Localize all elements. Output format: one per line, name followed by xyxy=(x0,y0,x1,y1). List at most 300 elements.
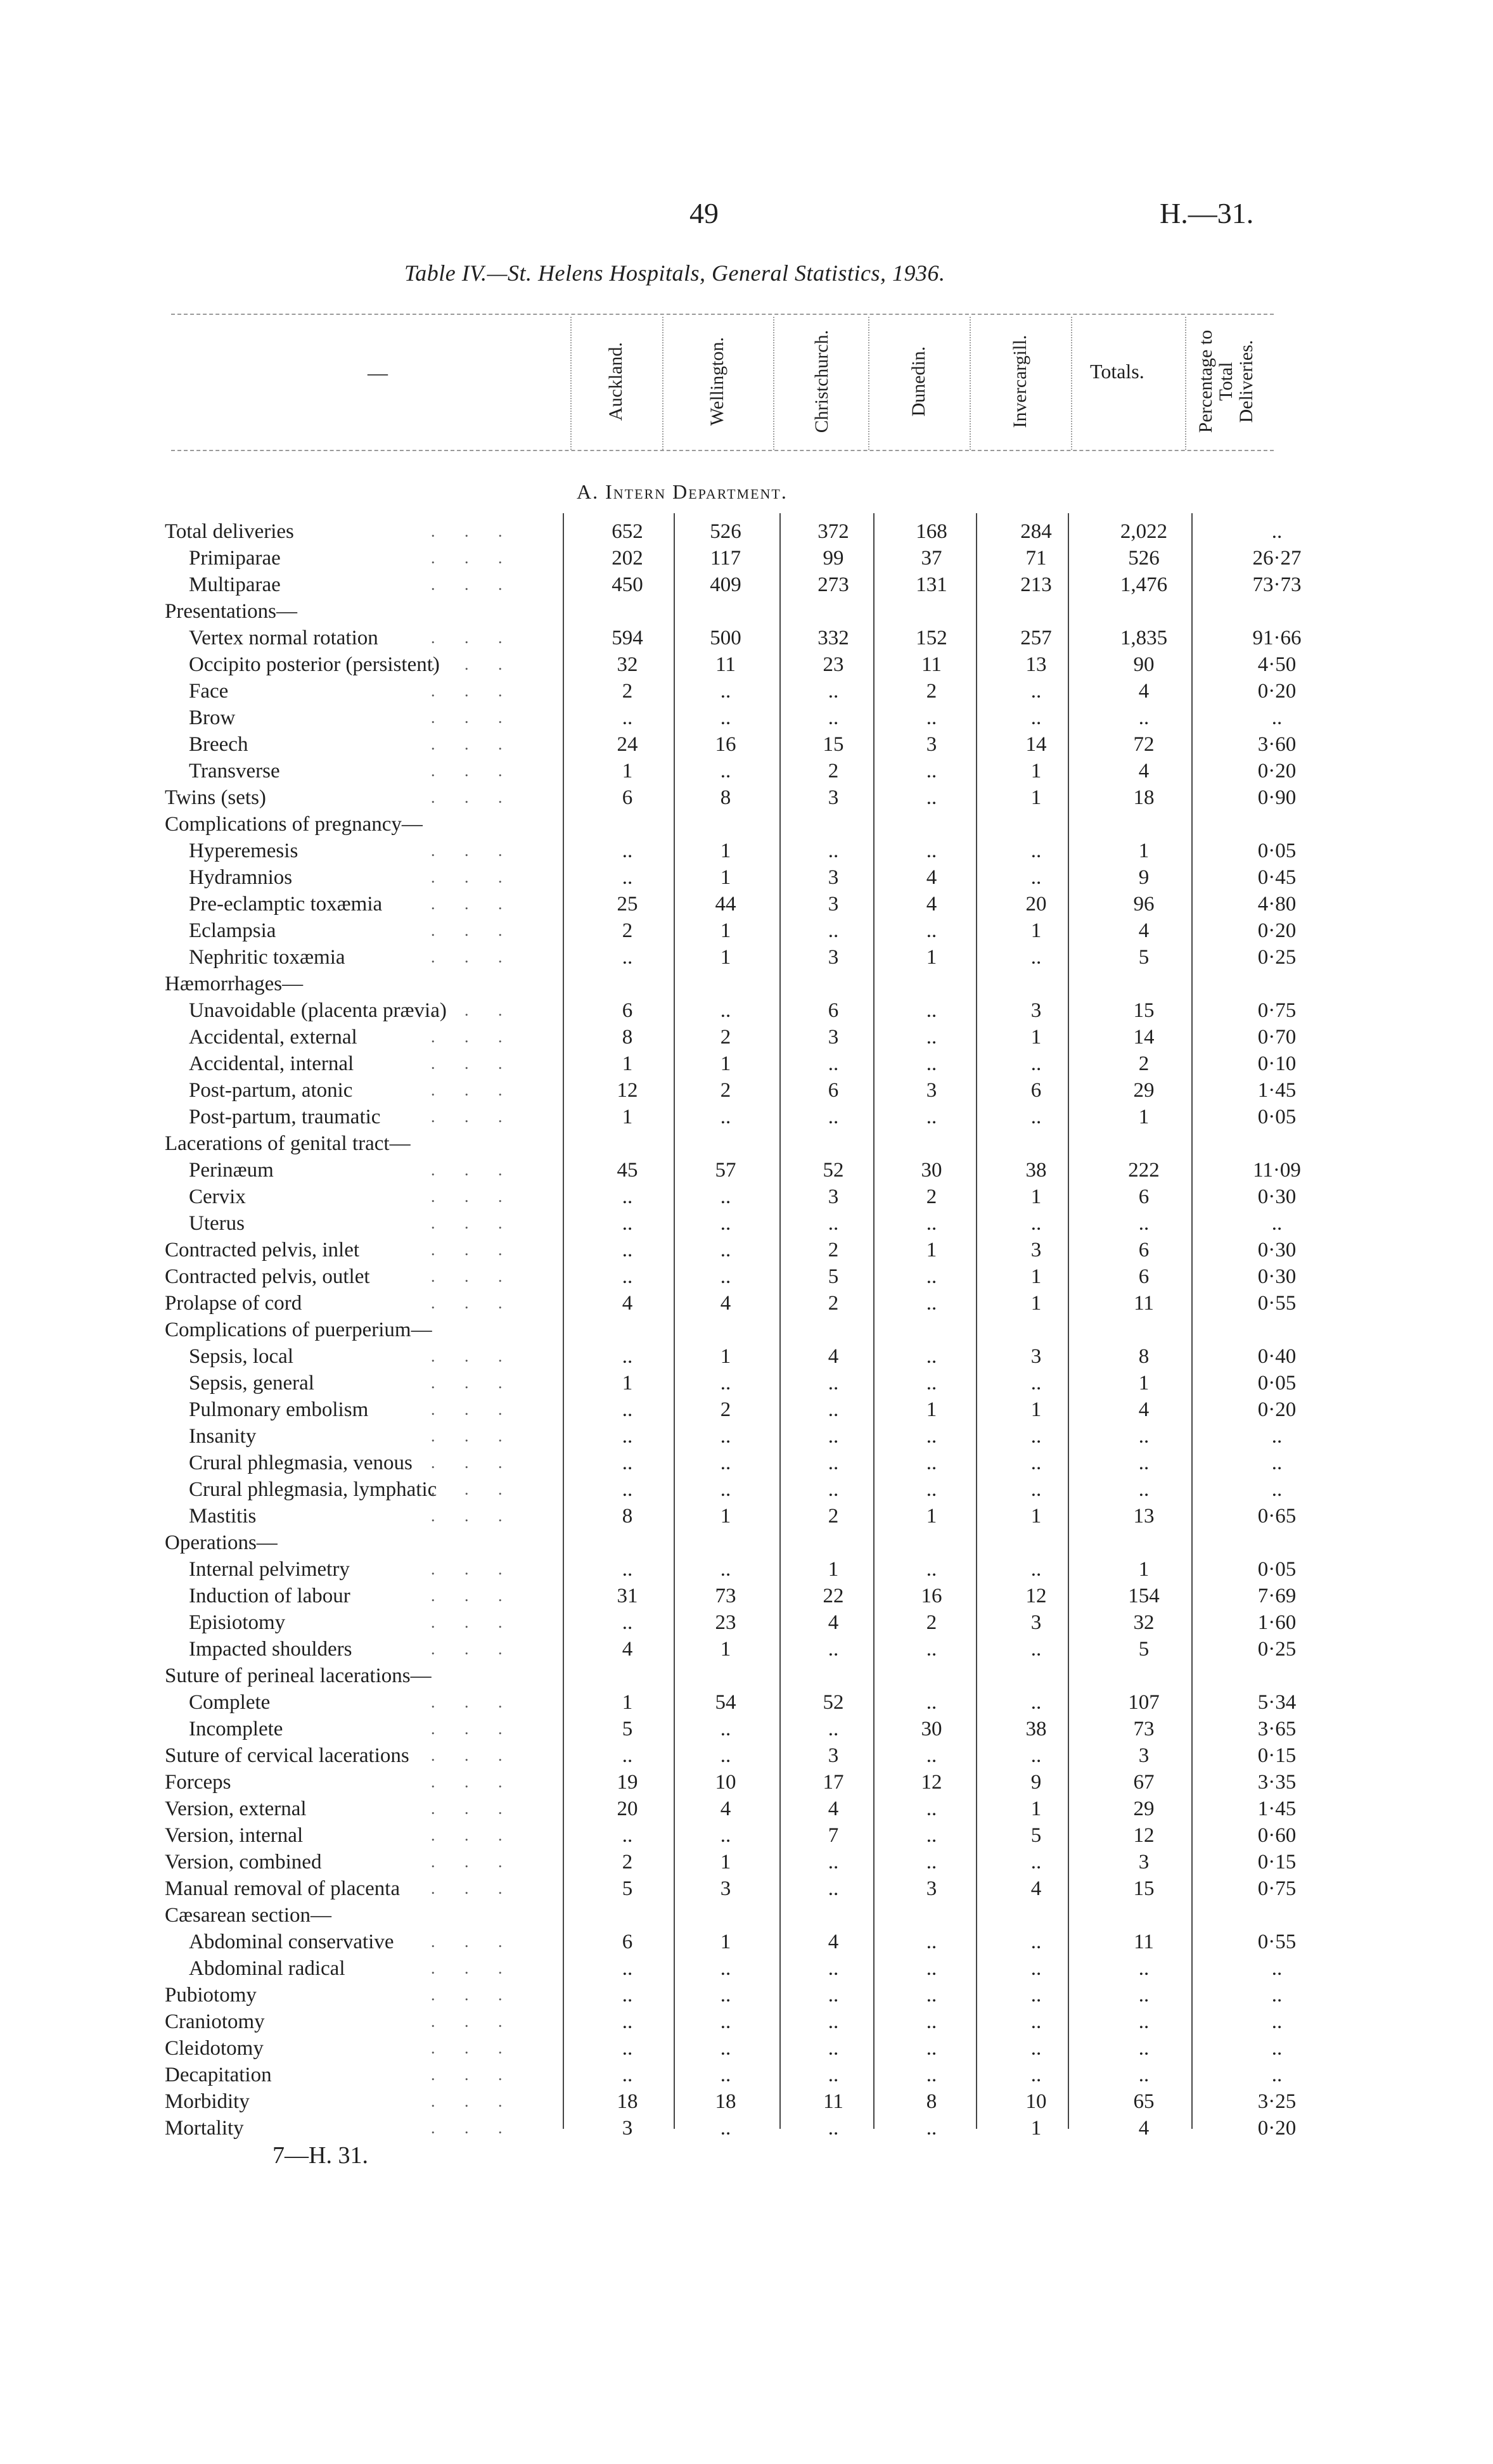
cell-invercargill: .. xyxy=(1030,680,1042,703)
cell-dunedin: .. xyxy=(926,1478,937,1501)
cell-auckland: .. xyxy=(622,1265,633,1288)
cell-percentage: 0·15 xyxy=(1257,1851,1297,1874)
cell-auckland: 4 xyxy=(622,1292,633,1315)
cell-wellington: 4 xyxy=(720,1797,731,1820)
cell-totals: 6 xyxy=(1138,1239,1150,1261)
cell-wellington: 1 xyxy=(720,1851,731,1874)
column-divider xyxy=(1185,317,1186,450)
row-label: Twins (sets) xyxy=(165,786,266,809)
row-label: Version, internal xyxy=(165,1824,304,1847)
cell-christchurch: 2 xyxy=(828,1292,839,1315)
table-row xyxy=(0,1769,1493,1796)
cell-auckland: 8 xyxy=(622,1026,633,1049)
cell-wellington: 2 xyxy=(720,1026,731,1049)
cell-christchurch: 6 xyxy=(828,999,839,1022)
column-divider xyxy=(570,317,572,450)
cell-invercargill: 1 xyxy=(1030,1292,1042,1315)
row-label: Pulmonary embolism xyxy=(189,1398,369,1421)
cell-christchurch: .. xyxy=(828,1398,839,1421)
cell-christchurch: 4 xyxy=(828,1931,839,1953)
cell-totals: .. xyxy=(1138,2010,1150,2033)
cell-christchurch: 332 xyxy=(817,627,849,649)
cell-totals: .. xyxy=(1138,706,1150,729)
cell-wellington: 54 xyxy=(715,1691,736,1714)
cell-christchurch: 4 xyxy=(828,1797,839,1820)
cell-invercargill: 14 xyxy=(1025,733,1047,756)
cell-auckland: .. xyxy=(622,1185,633,1208)
cell-auckland: 1 xyxy=(622,760,633,782)
cell-dunedin: .. xyxy=(926,2064,937,2086)
row-label: Decapitation xyxy=(165,2064,272,2086)
cell-auckland: 4 xyxy=(622,1638,633,1661)
cell-auckland: 2 xyxy=(622,680,633,703)
cell-percentage: 0·25 xyxy=(1257,1638,1297,1661)
row-label: Morbidity xyxy=(165,2090,250,2113)
cell-christchurch: .. xyxy=(828,2064,839,2086)
leader-dots: . . . xyxy=(431,2119,515,2137)
cell-wellington: 526 xyxy=(710,520,741,543)
table-row xyxy=(0,1077,1493,1104)
cell-percentage: 0·25 xyxy=(1257,946,1297,969)
cell-christchurch: 372 xyxy=(817,520,849,543)
cell-auckland: 594 xyxy=(612,627,643,649)
row-label: Post-partum, traumatic xyxy=(189,1106,381,1128)
cell-percentage: .. xyxy=(1271,1452,1283,1474)
cell-totals: 8 xyxy=(1138,1345,1150,1368)
cell-dunedin: 1 xyxy=(926,946,937,969)
cell-wellington: 1 xyxy=(720,839,731,862)
leader-dots: . . . xyxy=(431,948,515,966)
cell-wellington: 1 xyxy=(720,1638,731,1661)
table-row xyxy=(0,2035,1493,2062)
cell-percentage: .. xyxy=(1271,2010,1283,2033)
cell-percentage: 0·60 xyxy=(1257,1824,1297,1847)
cell-totals: 14 xyxy=(1133,1026,1155,1049)
table-row xyxy=(0,1476,1493,1503)
cell-christchurch: .. xyxy=(828,1212,839,1235)
cell-totals: 65 xyxy=(1133,2090,1155,2113)
cell-auckland: 45 xyxy=(617,1159,638,1182)
row-label: Total deliveries xyxy=(165,520,294,543)
cell-totals: 15 xyxy=(1133,1877,1155,1900)
row-label: Breech xyxy=(189,733,248,756)
cell-christchurch: .. xyxy=(828,1984,839,2007)
cell-invercargill: 20 xyxy=(1025,893,1047,916)
leader-dots: . . . xyxy=(431,841,515,860)
leader-dots: . . . xyxy=(431,1720,515,1738)
cell-wellington: .. xyxy=(720,1425,731,1448)
cell-auckland: .. xyxy=(622,1425,633,1448)
cell-percentage: 26·27 xyxy=(1252,547,1302,570)
cell-dunedin: .. xyxy=(926,1052,937,1075)
row-label: Suture of cervical lacerations xyxy=(165,1744,409,1767)
cell-wellington: 117 xyxy=(710,547,741,570)
cell-invercargill: 1 xyxy=(1030,1265,1042,1288)
cell-christchurch: 3 xyxy=(828,1744,839,1767)
cell-totals: 18 xyxy=(1133,786,1155,809)
leader-dots: . . . xyxy=(431,1826,515,1844)
row-label: Uterus xyxy=(189,1212,245,1235)
row-label: Post-partum, atonic xyxy=(189,1079,353,1102)
cell-dunedin: 131 xyxy=(916,573,947,596)
cell-wellington: .. xyxy=(720,1824,731,1847)
cell-totals: 4 xyxy=(1138,2117,1150,2140)
table-row xyxy=(0,1742,1493,1769)
table-row xyxy=(0,731,1493,758)
row-label: Accidental, external xyxy=(189,1026,357,1049)
row-label: Version, combined xyxy=(165,1851,322,1874)
cell-dunedin: .. xyxy=(926,1026,937,1049)
row-label: Complete xyxy=(189,1691,271,1714)
row-label: Mortality xyxy=(165,2117,244,2140)
cell-dunedin: 12 xyxy=(921,1771,942,1794)
cell-totals: .. xyxy=(1138,1425,1150,1448)
table-row xyxy=(0,997,1493,1024)
leader-dots: . . . xyxy=(431,1374,515,1392)
row-label: Contracted pelvis, inlet xyxy=(165,1239,360,1261)
cell-dunedin: .. xyxy=(926,760,937,782)
cell-dunedin: .. xyxy=(926,1824,937,1847)
cell-christchurch: .. xyxy=(828,2037,839,2060)
row-label: Pubiotomy xyxy=(165,1984,257,2007)
leader-dots: . . . xyxy=(431,1054,515,1073)
cell-percentage: .. xyxy=(1271,1212,1283,1235)
cell-percentage: 5·34 xyxy=(1257,1691,1297,1714)
table-row xyxy=(0,545,1493,571)
cell-dunedin: .. xyxy=(926,2117,937,2140)
cell-percentage: 0·05 xyxy=(1257,1372,1297,1395)
cell-christchurch: 11 xyxy=(823,2090,843,2113)
row-label: Abdominal conservative xyxy=(189,1931,394,1953)
cell-percentage: 73·73 xyxy=(1252,573,1302,596)
cell-wellington: 1 xyxy=(720,919,731,942)
cell-dunedin: .. xyxy=(926,1452,937,1474)
table-row xyxy=(0,1822,1493,1849)
cell-wellington: 57 xyxy=(715,1159,736,1182)
row-label: Crural phlegmasia, lymphatic xyxy=(189,1478,437,1501)
cell-invercargill: 3 xyxy=(1030,1239,1042,1261)
cell-auckland: 1 xyxy=(622,1372,633,1395)
cell-auckland: 1 xyxy=(622,1106,633,1128)
cell-auckland: 6 xyxy=(622,1931,633,1953)
row-label: Suture of perineal lacerations— xyxy=(165,1664,432,1687)
cell-dunedin: .. xyxy=(926,1797,937,1820)
table-row xyxy=(0,1929,1493,1955)
cell-christchurch: 3 xyxy=(828,893,839,916)
cell-percentage: .. xyxy=(1271,2064,1283,2086)
cell-christchurch: 52 xyxy=(823,1159,844,1182)
row-label: Unavoidable (placenta prævia) xyxy=(189,999,447,1022)
cell-wellington: .. xyxy=(720,1718,731,1740)
cell-christchurch: .. xyxy=(828,1372,839,1395)
cell-christchurch: .. xyxy=(828,1957,839,1980)
cell-auckland: .. xyxy=(622,1984,633,2007)
table-row xyxy=(0,1237,1493,1263)
cell-invercargill: .. xyxy=(1030,866,1042,889)
table-row xyxy=(0,1450,1493,1476)
row-label: Manual removal of placenta xyxy=(165,1877,400,1900)
leader-dots: . . . xyxy=(431,1241,515,1259)
table-row xyxy=(0,1982,1493,2008)
table-row xyxy=(0,625,1493,651)
cell-christchurch: .. xyxy=(828,706,839,729)
cell-auckland: .. xyxy=(622,706,633,729)
leader-dots: . . . xyxy=(431,1693,515,1711)
leader-dots: . . . xyxy=(431,1427,515,1445)
cell-christchurch: 273 xyxy=(817,573,849,596)
cell-totals: 72 xyxy=(1133,733,1155,756)
cell-christchurch: 2 xyxy=(828,760,839,782)
cell-christchurch: 1 xyxy=(828,1558,839,1581)
cell-christchurch: .. xyxy=(828,1638,839,1661)
row-label: Abdominal radical xyxy=(189,1957,345,1980)
cell-percentage: 3·60 xyxy=(1257,733,1297,756)
cell-wellington: .. xyxy=(720,1744,731,1767)
cell-totals: 4 xyxy=(1138,760,1150,782)
cell-auckland: 1 xyxy=(622,1052,633,1075)
cell-percentage: 0·55 xyxy=(1257,1292,1297,1315)
cell-auckland: .. xyxy=(622,1398,633,1421)
cell-dunedin: 3 xyxy=(926,733,937,756)
leader-dots: . . . xyxy=(431,895,515,913)
leader-dots: . . . xyxy=(431,682,515,700)
cell-wellington: 409 xyxy=(710,573,741,596)
table-row xyxy=(0,705,1493,731)
table-row xyxy=(0,1609,1493,1636)
cell-totals: 2,022 xyxy=(1120,520,1168,543)
cell-invercargill: .. xyxy=(1030,1558,1042,1581)
cell-invercargill: 1 xyxy=(1030,2117,1042,2140)
cell-invercargill: .. xyxy=(1030,1478,1042,1501)
table-row xyxy=(0,1184,1493,1210)
leader-dots: . . . xyxy=(431,1986,515,2004)
table-row xyxy=(0,1263,1493,1290)
cell-dunedin: .. xyxy=(926,1851,937,1874)
row-label: Craniotomy xyxy=(165,2010,265,2033)
cell-christchurch: .. xyxy=(828,1851,839,1874)
cell-christchurch: 99 xyxy=(823,547,844,570)
cell-auckland: 20 xyxy=(617,1797,638,1820)
cell-wellington: 1 xyxy=(720,1345,731,1368)
leader-dots: . . . xyxy=(431,1853,515,1871)
cell-auckland: .. xyxy=(622,1744,633,1767)
cell-percentage: 4·50 xyxy=(1257,653,1297,676)
cell-dunedin: .. xyxy=(926,2010,937,2033)
leader-dots: . . . xyxy=(431,1453,515,1472)
cell-percentage: 0·90 xyxy=(1257,786,1297,809)
cell-totals: 67 xyxy=(1133,1771,1155,1794)
cell-christchurch: 3 xyxy=(828,786,839,809)
cell-totals: 11 xyxy=(1134,1931,1154,1953)
cell-totals: 3 xyxy=(1138,1744,1150,1767)
row-label: Hyperemesis xyxy=(189,839,298,862)
table-row xyxy=(0,1423,1493,1450)
table-top-rule xyxy=(171,314,1274,315)
row-label: Insanity xyxy=(189,1425,257,1448)
table-row xyxy=(0,1104,1493,1130)
leader-dots: . . . xyxy=(431,1613,515,1631)
cell-christchurch: .. xyxy=(828,1877,839,1900)
cell-percentage: .. xyxy=(1271,520,1283,543)
cell-percentage: 0·20 xyxy=(1257,919,1297,942)
cell-dunedin: .. xyxy=(926,1372,937,1395)
cell-wellington: .. xyxy=(720,2117,731,2140)
cell-dunedin: 2 xyxy=(926,680,937,703)
cell-percentage: 11·09 xyxy=(1253,1159,1301,1182)
row-label: Cervix xyxy=(189,1185,246,1208)
cell-wellington: 1 xyxy=(720,1505,731,1528)
cell-invercargill: 4 xyxy=(1030,1877,1042,1900)
cell-auckland: .. xyxy=(622,2037,633,2060)
cell-wellington: 18 xyxy=(715,2090,736,2113)
leader-dots: . . . xyxy=(431,708,515,727)
row-label: Induction of labour xyxy=(189,1585,350,1607)
cell-dunedin: .. xyxy=(926,919,937,942)
leader-dots: . . . xyxy=(431,1640,515,1658)
cell-percentage: 0·15 xyxy=(1257,1744,1297,1767)
row-label: Eclampsia xyxy=(189,919,276,942)
cell-totals: .. xyxy=(1138,1478,1150,1501)
cell-percentage: 0·75 xyxy=(1257,999,1297,1022)
cell-dunedin: .. xyxy=(926,999,937,1022)
page-reference: H.—31. xyxy=(1160,197,1254,229)
cell-totals: 13 xyxy=(1133,1505,1155,1528)
cell-dunedin: 30 xyxy=(921,1718,942,1740)
table-row xyxy=(0,2008,1493,2035)
column-divider xyxy=(970,317,971,450)
cell-dunedin: .. xyxy=(926,1638,937,1661)
cell-invercargill: .. xyxy=(1030,1452,1042,1474)
table-row xyxy=(0,944,1493,971)
table-row xyxy=(0,1663,1493,1689)
table-title: Table IV.—St. Helens Hospitals, General Statistics, 1936. xyxy=(404,260,945,286)
leader-dots: . . . xyxy=(431,1773,515,1791)
cell-dunedin: .. xyxy=(926,1931,937,1953)
cell-auckland: .. xyxy=(622,839,633,862)
cell-dunedin: .. xyxy=(926,1558,937,1581)
cell-totals: 4 xyxy=(1138,680,1150,703)
cell-totals: 1 xyxy=(1138,1558,1150,1581)
cell-totals: .. xyxy=(1138,2064,1150,2086)
cell-auckland: 18 xyxy=(617,2090,638,2113)
leader-dots: . . . xyxy=(431,1480,515,1498)
cell-invercargill: 13 xyxy=(1025,653,1047,676)
cell-wellington: .. xyxy=(720,2037,731,2060)
cell-percentage: .. xyxy=(1271,706,1283,729)
cell-dunedin: 4 xyxy=(926,866,937,889)
cell-invercargill: 284 xyxy=(1020,520,1052,543)
cell-totals: 3 xyxy=(1138,1851,1150,1874)
leader-dots: . . . xyxy=(431,2039,515,2057)
cell-totals: 5 xyxy=(1138,946,1150,969)
table-row xyxy=(0,2115,1493,2142)
cell-auckland: .. xyxy=(622,1345,633,1368)
cell-invercargill: 1 xyxy=(1030,1505,1042,1528)
cell-wellington: 44 xyxy=(715,893,736,916)
cell-auckland: .. xyxy=(622,1478,633,1501)
cell-invercargill: .. xyxy=(1030,2064,1042,2086)
column-divider xyxy=(1071,317,1072,450)
cell-wellington: .. xyxy=(720,999,731,1022)
cell-wellington: .. xyxy=(720,1185,731,1208)
cell-totals: 6 xyxy=(1138,1185,1150,1208)
cell-dunedin: .. xyxy=(926,839,937,862)
leader-dots: . . . xyxy=(431,2012,515,2031)
cell-auckland: .. xyxy=(622,1957,633,1980)
leader-dots: . . . xyxy=(431,629,515,647)
cell-invercargill: 5 xyxy=(1030,1824,1042,1847)
table-row xyxy=(0,1636,1493,1663)
leader-dots: . . . xyxy=(431,1108,515,1126)
cell-dunedin: .. xyxy=(926,786,937,809)
cell-christchurch: 52 xyxy=(823,1691,844,1714)
cell-dunedin: .. xyxy=(926,1345,937,1368)
cell-invercargill: 38 xyxy=(1025,1159,1047,1182)
footer-signature-ref: 7—H. 31. xyxy=(272,2142,368,2169)
cell-wellington: .. xyxy=(720,2064,731,2086)
cell-dunedin: .. xyxy=(926,1106,937,1128)
cell-dunedin: .. xyxy=(926,2037,937,2060)
cell-invercargill: .. xyxy=(1030,1372,1042,1395)
leader-dots: . . . xyxy=(431,1932,515,1951)
cell-wellington: 16 xyxy=(715,733,736,756)
cell-totals: 5 xyxy=(1138,1638,1150,1661)
leader-dots: . . . xyxy=(431,1959,515,1977)
cell-totals: 32 xyxy=(1133,1611,1155,1634)
cell-christchurch: .. xyxy=(828,2010,839,2033)
column-header-christchurch: Christchurch. xyxy=(811,329,832,433)
row-label: Crural phlegmasia, venous xyxy=(189,1452,413,1474)
cell-percentage: 3·35 xyxy=(1257,1771,1297,1794)
leader-dots: . . . xyxy=(431,1214,515,1232)
column-rule xyxy=(873,513,875,2129)
cell-percentage: 0·75 xyxy=(1257,1877,1297,1900)
row-label: Nephritic toxæmia xyxy=(189,946,345,969)
cell-totals: 154 xyxy=(1128,1585,1160,1607)
leader-dots: . . . xyxy=(431,735,515,753)
row-label: Internal pelvimetry xyxy=(189,1558,350,1581)
cell-auckland: 32 xyxy=(617,653,638,676)
cell-wellington: .. xyxy=(720,2010,731,2033)
cell-percentage: 3·65 xyxy=(1257,1718,1297,1740)
table-row xyxy=(0,518,1493,545)
cell-auckland: .. xyxy=(622,1212,633,1235)
cell-invercargill: .. xyxy=(1030,1425,1042,1448)
cell-totals: 29 xyxy=(1133,1079,1155,1102)
cell-invercargill: .. xyxy=(1030,1638,1042,1661)
row-label: Occipito posterior (persistent) xyxy=(189,653,440,676)
cell-auckland: 6 xyxy=(622,786,633,809)
cell-auckland: .. xyxy=(622,1824,633,1847)
leader-dots: . . . xyxy=(431,1001,515,1019)
cell-percentage: 0·40 xyxy=(1257,1345,1297,1368)
cell-dunedin: 1 xyxy=(926,1398,937,1421)
table-row xyxy=(0,1875,1493,1902)
cell-christchurch: 23 xyxy=(823,653,844,676)
column-header-wellington: Wellington. xyxy=(707,336,727,426)
row-label: Cæsarean section— xyxy=(165,1904,332,1927)
table-row xyxy=(0,758,1493,784)
cell-wellington: 73 xyxy=(715,1585,736,1607)
cell-christchurch: .. xyxy=(828,2117,839,2140)
column-rule xyxy=(976,513,977,2129)
cell-percentage: 0·20 xyxy=(1257,2117,1297,2140)
cell-wellington: 23 xyxy=(715,1611,736,1634)
cell-percentage: 1·60 xyxy=(1257,1611,1297,1634)
cell-totals: .. xyxy=(1138,2037,1150,2060)
cell-wellington: .. xyxy=(720,1265,731,1288)
cell-totals: 11 xyxy=(1134,1292,1154,1315)
